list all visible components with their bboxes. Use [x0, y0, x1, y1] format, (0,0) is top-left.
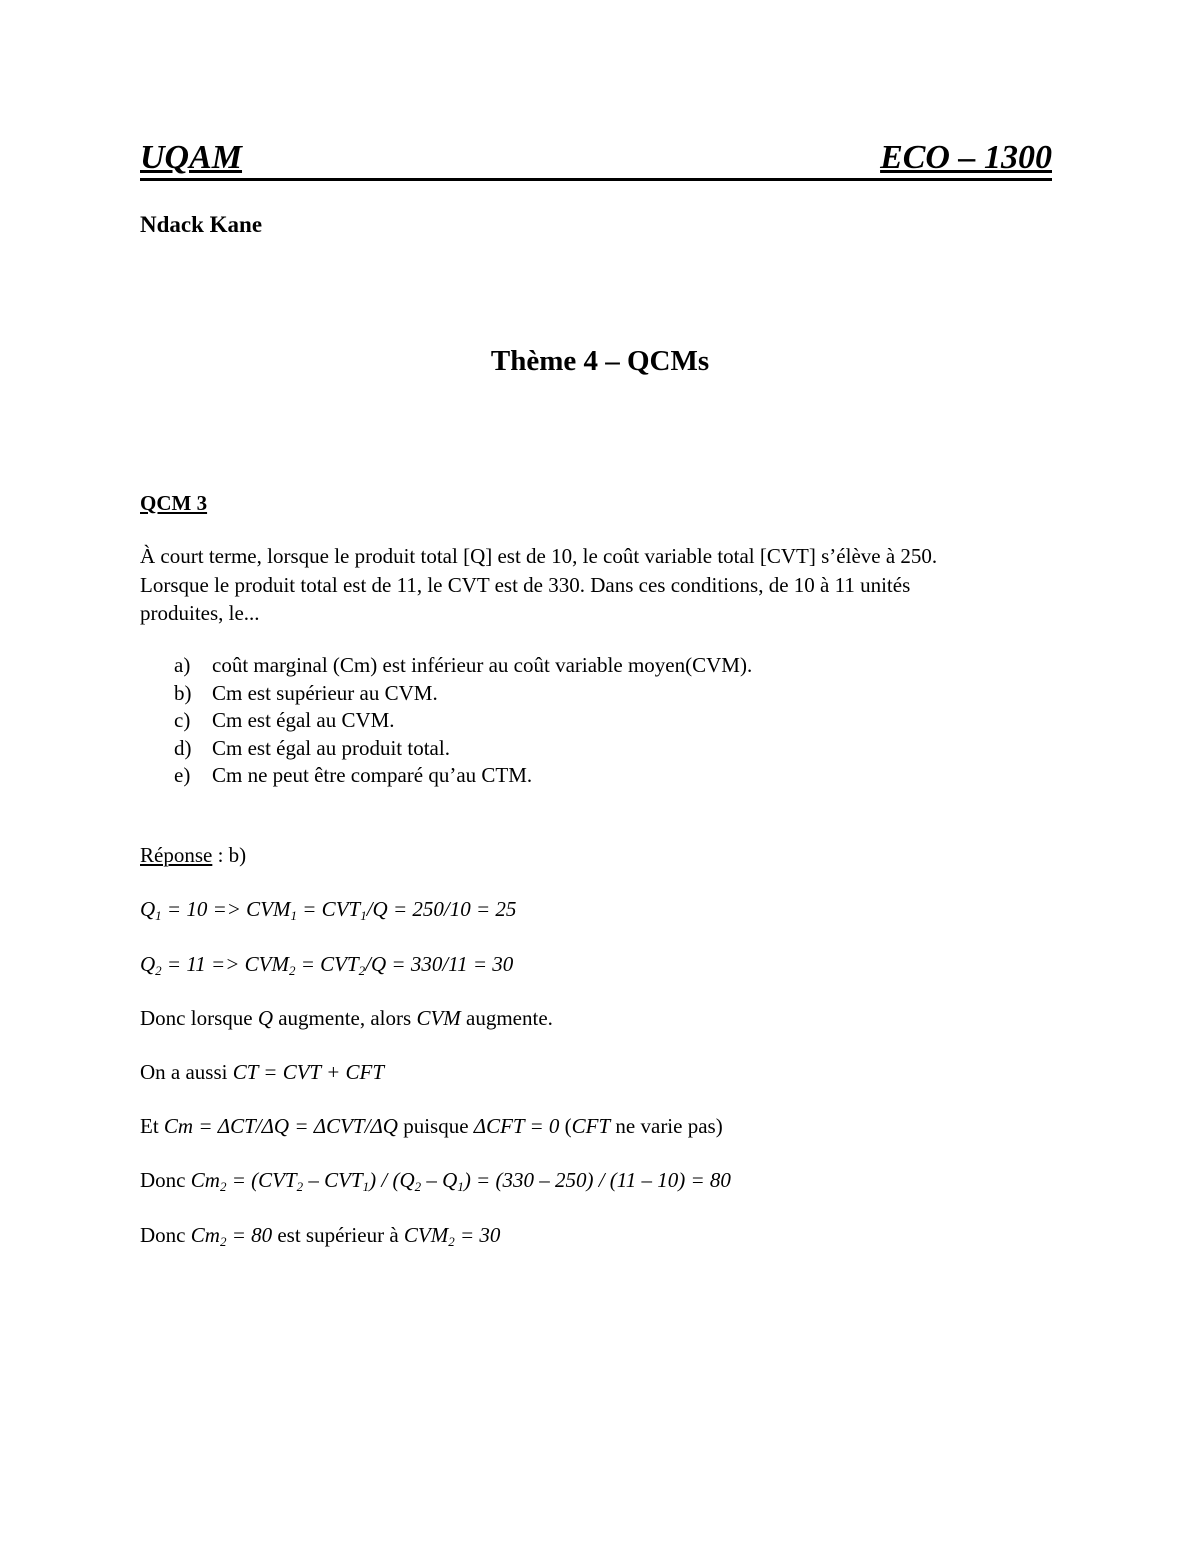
option-b: [174, 680, 752, 708]
subscript: 2: [155, 963, 162, 978]
step-text: CFT: [571, 1114, 611, 1138]
option-text: Cm ne peut être comparé qu’au CTM.: [212, 763, 533, 787]
option-a: [174, 652, 752, 680]
option-letter: a): [174, 653, 191, 677]
step-text: On a aussi: [140, 1060, 233, 1084]
step-text: = (CVT: [226, 1168, 297, 1192]
option-letter: b): [174, 680, 192, 705]
question-line: Lorsque le produit total est de 11, le CVT est de 330. Dans ces conditions, de 10 à 11 unités: [140, 572, 911, 597]
step-text: /Q = 250/10 = 25: [366, 897, 517, 921]
option-letter: c): [174, 708, 191, 732]
step-final-comparison: [140, 1221, 500, 1249]
subscript: 2: [414, 1179, 422, 1194]
step-text: – Q: [421, 1168, 458, 1192]
answer-options: [174, 652, 752, 790]
step-text: Q: [140, 952, 156, 976]
step-ct-formula: [140, 1058, 384, 1086]
question-line: À court terme, lorsque le produit total [Q] est de 10, le coût variable total [CVT] s’élève à 250.: [140, 544, 938, 568]
option-text: coût marginal (Cm) est inférieur au coût variable moyen(CVM).: [212, 653, 753, 677]
step-text: /Q = 330/11 = 30: [365, 952, 514, 976]
subscript: 1: [360, 908, 367, 923]
step-text: Donc lorsque: [140, 1006, 258, 1030]
subscript: 2: [448, 1234, 455, 1249]
step-text: ne varie pas): [610, 1114, 723, 1138]
question-line: produites, le...: [140, 601, 260, 625]
option-text: Cm est égal au produit total.: [212, 735, 450, 760]
step-text: augmente.: [460, 1006, 553, 1030]
step-cm-calculation: [140, 1166, 731, 1194]
option-d: [174, 735, 752, 763]
step-cvm1: [140, 895, 516, 923]
subscript: 1: [362, 1179, 370, 1194]
step-conclusion-cvm: [140, 1004, 553, 1032]
step-text: CVM: [403, 1223, 449, 1247]
subscript: 2: [358, 963, 366, 978]
question-text: [140, 542, 1060, 628]
option-text: Cm est égal au CVM.: [212, 708, 395, 732]
step-text: = CVT: [295, 952, 359, 976]
subscript: 1: [155, 908, 162, 923]
step-cvm2: [140, 950, 513, 978]
qcm-heading: QCM 3: [140, 491, 208, 515]
header-institution: UQAM: [140, 139, 243, 176]
subscript: 2: [219, 1179, 227, 1194]
step-text: Cm = ΔCT/ΔQ = ΔCVT/ΔQ: [163, 1114, 398, 1138]
step-cm-formula: [140, 1112, 723, 1140]
step-text: – CVT: [303, 1168, 363, 1192]
step-text: = 10 => CVM: [161, 897, 291, 921]
step-text: = 11 => CVM: [161, 952, 289, 976]
step-text: = CVT: [297, 897, 361, 921]
subscript: 2: [296, 1179, 304, 1194]
step-text: ) = (330 – 250) / (11 – 10) = 80: [463, 1168, 731, 1192]
answer-label: Réponse: [140, 843, 213, 867]
header-course-code: ECO – 1300: [880, 139, 1052, 176]
subscript: 2: [219, 1234, 227, 1249]
step-text: ) / (Q: [369, 1168, 415, 1192]
author-name: Ndack Kane: [140, 212, 263, 237]
step-text: est supérieur à: [272, 1223, 404, 1247]
step-text: Et: [140, 1114, 164, 1138]
option-e: [174, 762, 752, 790]
step-text: augmente, alors: [272, 1006, 417, 1030]
step-text: Q: [257, 1006, 273, 1030]
option-letter: d): [174, 735, 192, 760]
step-text: Cm: [190, 1168, 220, 1192]
subscript: 1: [290, 908, 298, 923]
answer-line: [140, 841, 246, 869]
option-c: [174, 707, 752, 735]
step-text: CVM: [416, 1006, 461, 1030]
subscript: 2: [288, 963, 296, 978]
option-letter: e): [174, 763, 191, 787]
step-text: = 80: [226, 1223, 273, 1247]
page-header: [140, 140, 1052, 181]
subscript: 1: [457, 1179, 464, 1194]
document-title: Thème 4 – QCMs: [490, 345, 710, 377]
step-text: = 30: [454, 1223, 501, 1247]
step-text: Donc: [140, 1168, 191, 1192]
step-text: ΔCFT = 0: [473, 1114, 560, 1138]
step-text: Donc: [140, 1223, 191, 1247]
step-text: Q: [140, 897, 156, 921]
option-text: Cm est supérieur au CVM.: [212, 680, 438, 705]
step-text: puisque: [397, 1114, 474, 1138]
answer-value: : b): [212, 843, 247, 867]
step-text: (: [559, 1114, 572, 1138]
step-text: CT = CVT + CFT: [232, 1060, 385, 1084]
step-text: Cm: [190, 1223, 220, 1247]
